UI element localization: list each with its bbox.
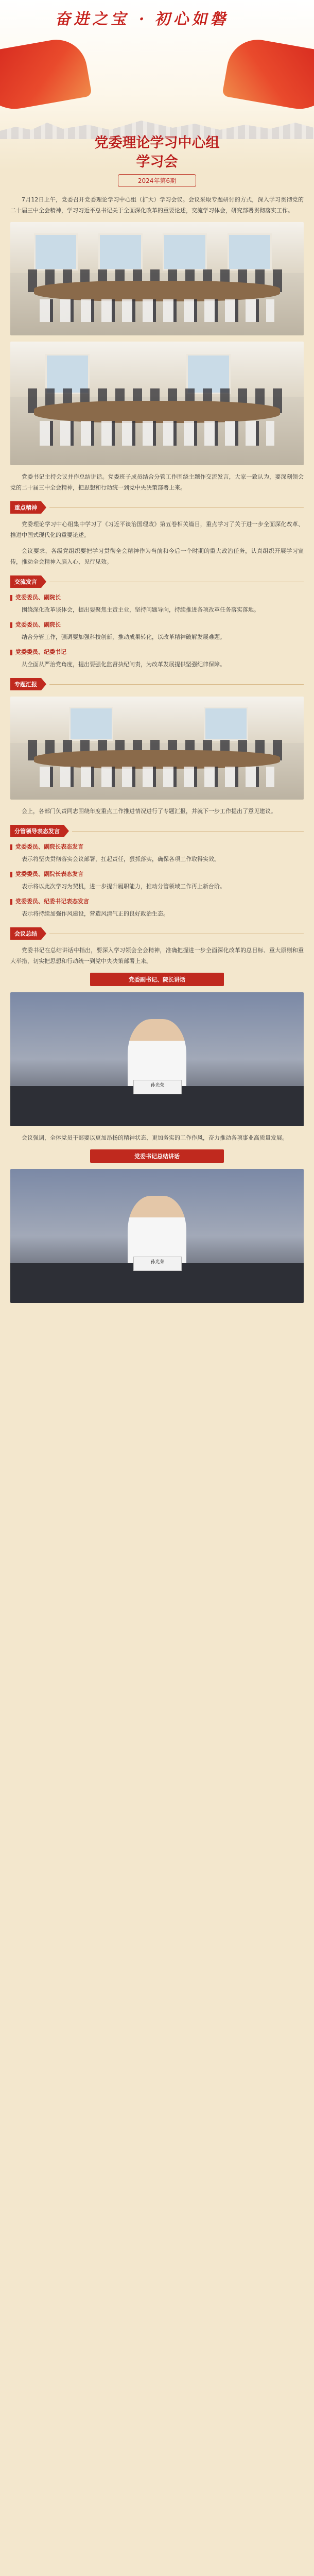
section-tag: 会议总结 xyxy=(10,927,41,940)
nameplate: 孙光荣 xyxy=(133,1080,181,1094)
paragraph: 会议强调，全体党员干部要以更加昂扬的精神状态、更加务实的工作作风，奋力推动各项事业高质量发展。 xyxy=(22,1134,288,1141)
footer-space xyxy=(0,1309,314,1330)
brand-slogan: 奋进之宝 · 初心如磐 xyxy=(54,10,232,28)
speaker-photo xyxy=(10,1169,304,1303)
paragraph: 党委书记在总结讲话中指出，要深入学习领会全会精神，准确把握进一步全面深化改革的总目标、重大原则和重大举措，切实把思想和行动统一到党中央决策部署上来。 xyxy=(10,947,304,964)
meeting-photo xyxy=(10,342,304,465)
paragraph: 表示将持续加强作风建设，营造风清气正的良好政治生态。 xyxy=(22,910,169,917)
paragraph: 从全面从严治党角度，提出要强化监督执纪问责，为改革发展提供坚强纪律保障。 xyxy=(22,661,225,668)
paragraph: 会上，各部门负责同志围绕年度重点工作推进情况进行了专题汇报，并就下一步工作提出了意见建议。 xyxy=(22,808,276,815)
subsection-title: 党委委员、纪委书记 xyxy=(10,648,304,656)
paragraph: 党委理论学习中心组集中学习了《习近平谈治国理政》第五卷相关篇目，重点学习了关于进一步全面深化改革、推进中国式现代化的重要论述。 xyxy=(10,521,304,538)
nameplate: 孙光荣 xyxy=(133,1257,181,1271)
section-tag: 重点精神 xyxy=(10,501,41,514)
page-title-line2: 学习会 xyxy=(136,154,178,170)
paragraph: 结合分管工作，强调要加强科技创新，推动成果转化，以改革精神破解发展难题。 xyxy=(22,634,225,640)
red-flag-left xyxy=(0,35,92,115)
paragraph: 党委书记主持会议并作总结讲话。党委班子成员结合分管工作围绕主题作交流发言，大家一致认为，要深刻领会党的二十届三中全会精神，把思想和行动统一到党中央决策部署上来。 xyxy=(10,473,304,491)
issue-wrap xyxy=(0,170,314,194)
paragraph: 表示将以此次学习为契机，进一步提升履职能力，推动分管领域工作再上新台阶。 xyxy=(22,883,225,890)
photo-caption-banner: 党委书记总结讲话 xyxy=(90,1149,224,1163)
paragraph: 表示将坚决贯彻落实会议部署，扛起责任，狠抓落实，确保各项工作取得实效。 xyxy=(22,856,220,862)
section-header xyxy=(10,825,304,837)
subsection-title: 党委委员、副院长 xyxy=(10,593,304,601)
paragraph: 围绕深化改革谈体会，提出要聚焦主责主业，坚持问题导向，持续推进各项改革任务落实落地。 xyxy=(22,606,259,613)
section-header xyxy=(10,678,304,690)
red-flag-right xyxy=(222,35,314,115)
page-title-line1: 党委理论学习中心组 xyxy=(94,135,220,151)
meeting-photo xyxy=(10,697,304,800)
section-header xyxy=(10,575,304,588)
section-header xyxy=(10,501,304,514)
meeting-photo xyxy=(10,222,304,335)
section-tag: 分管领导表态发言 xyxy=(10,825,64,837)
header xyxy=(0,0,314,170)
section-tag: 专题汇报 xyxy=(10,678,41,690)
section-tag: 交流发言 xyxy=(10,575,41,588)
photo-caption-banner: 党委副书记、院长讲话 xyxy=(90,973,224,986)
subsection-title: 党委委员、副院长表态发言 xyxy=(10,842,304,851)
paragraph: 会议要求，各级党组织要把学习贯彻全会精神作为当前和今后一个时期的重大政治任务，认真组织开展学习宣传，推动全会精神入脑入心、见行见效。 xyxy=(10,548,304,565)
speaker-photo xyxy=(10,992,304,1126)
subsection-title: 党委委员、副院长 xyxy=(10,620,304,629)
subsection-title: 党委委员、纪委书记表态发言 xyxy=(10,897,304,905)
issue-badge: 2024年第6期 xyxy=(118,174,196,187)
intro-paragraph: 7月12日上午，党委召开党委理论学习中心组（扩大）学习会议。会议采取专题研讨的方式，深入学习贯彻党的二十届三中全会精神，学习习近平总书记关于全面深化改革的重要论述，交流学习体会，研究部署贯彻落实工作。 xyxy=(10,196,304,214)
section-header xyxy=(10,927,304,940)
subsection-title: 党委委员、副院长表态发言 xyxy=(10,870,304,878)
